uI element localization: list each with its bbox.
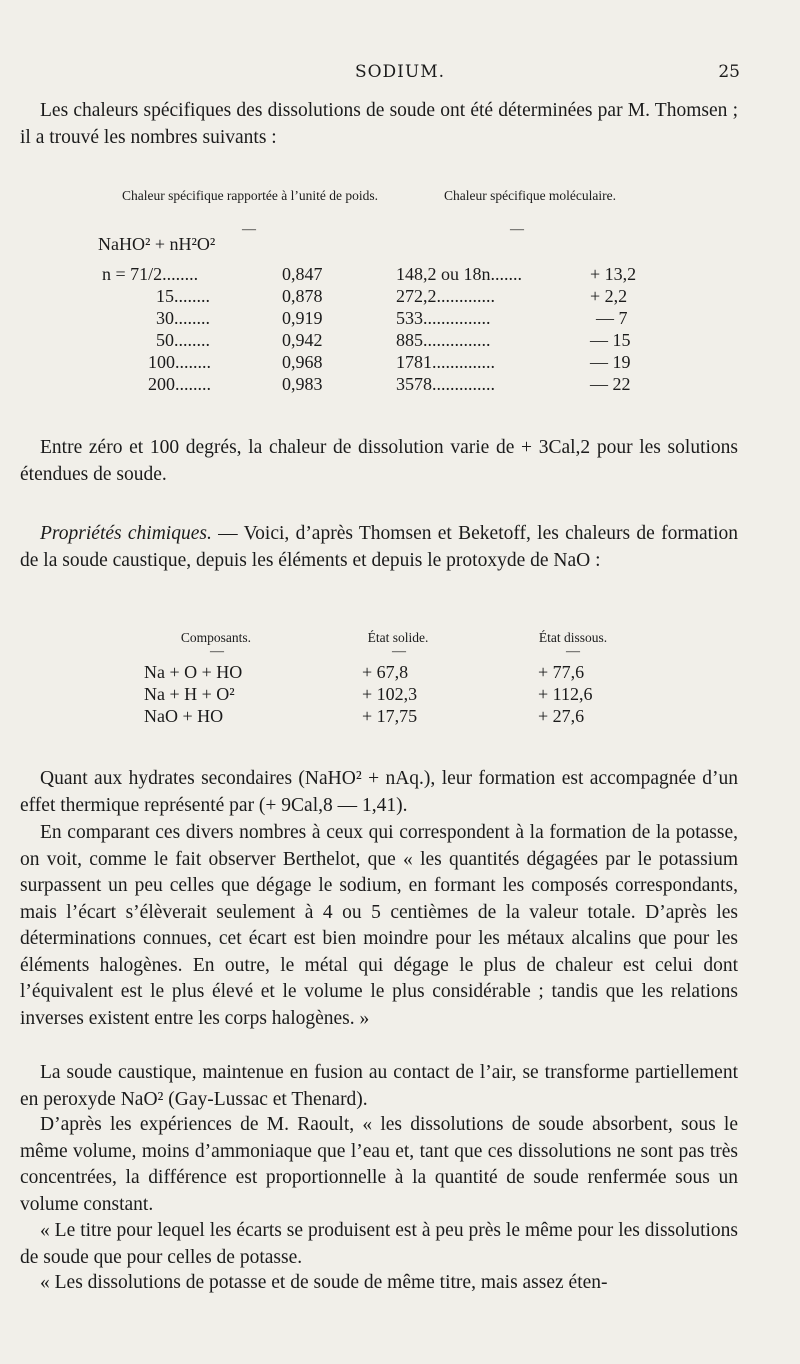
running-title: SODIUM.: [354, 62, 446, 82]
table-row: [20, 308, 760, 330]
table-row: [20, 374, 760, 396]
cell-molecular: 885...............: [396, 330, 491, 350]
cell-difference: — 15: [590, 330, 631, 350]
cell-dissolved: + 112,6: [538, 684, 593, 704]
cell-components: Na + H + O²: [144, 684, 235, 704]
cell-molecular: 3578..............: [396, 374, 495, 394]
cell-dissolved: + 27,6: [538, 706, 585, 726]
paragraph-chemical-properties: [20, 521, 738, 574]
table-row: [20, 352, 760, 374]
paragraph-titre: « Le titre pour lequel les écarts se produisent est à peu près le même pour les dissolutions de soude que pour celles de potasse.: [20, 1220, 738, 1268]
cell-n: n = 71/2........: [102, 264, 199, 284]
cell-specific: 0,983: [282, 374, 323, 394]
cell-difference: — 22: [590, 374, 631, 394]
column-header-unit-weight: Chaleur spécifique rapportée à l’unité de poids.: [121, 188, 379, 203]
cell-solid: + 67,8: [362, 662, 409, 682]
table-row: [130, 706, 690, 728]
table-row: [130, 662, 690, 684]
column-dash: —: [242, 222, 256, 237]
cell-difference: + 2,2: [590, 286, 628, 306]
column-dash: —: [510, 222, 524, 237]
cell-specific: 0,847: [282, 264, 323, 284]
specific-heat-table: [20, 188, 760, 398]
column-dash: —: [392, 644, 406, 659]
paragraph-secondary-hydrates: Quant aux hydrates secondaires (NaHO² + nAq.), leur formation est accompagnée d’un effet thermique représenté par (+ 9Cal,8 — 1,41).: [20, 768, 738, 816]
cell-components: Na + O + HO: [144, 662, 243, 682]
cell-molecular: 148,2 ou 18n.......: [396, 264, 522, 284]
cell-n: 15........: [156, 286, 210, 306]
cell-solid: + 102,3: [362, 684, 418, 704]
column-dash: —: [210, 644, 224, 659]
cell-molecular: 1781..............: [396, 352, 495, 372]
column-header-dissolved: État dissous.: [538, 630, 608, 645]
cell-dissolved: + 77,6: [538, 662, 585, 682]
paragraph-berthelot-quote: En comparant ces divers nombres à ceux qui correspondent à la formation de la potasse, on voit, comme le fait observer Berthelot, que « les quantités dégagées par le potassium surpassent un peu celles que dégage le sodium, en formant les composés correspondants, mais l’écart s’élèverait seulement à 4 ou 5 centièmes de la valeur totale. D’après les déterminations connues, cet écart est bien moindre pour les métaux alcalins que pour les éléments halogènes. En outre, le métal qui dégage le plus de chaleur est celui dont l’équivalent est le plus élevé et le volume le plus considérable ; tandis que les relations inverses existent entre les corps halogènes. »: [20, 822, 738, 1029]
cell-molecular: 272,2.............: [396, 286, 495, 306]
page-header: [0, 62, 800, 86]
cell-specific: 0,919: [282, 308, 323, 328]
table-row: [20, 264, 760, 286]
column-header-components: Composants.: [180, 630, 252, 645]
column-dash: —: [566, 644, 580, 659]
section-heading: Propriétés chimiques.: [40, 523, 212, 544]
formation-heat-table: [130, 620, 690, 740]
cell-n: 200........: [148, 374, 211, 394]
cell-specific: 0,968: [282, 352, 323, 372]
section-text: — Voici, d’après Thomsen et Beketoff, les chaleurs de formation de la soude caustique, depuis les éléments et depuis le protoxyde de NaO :: [20, 523, 738, 571]
cell-n: 30........: [156, 308, 210, 328]
cell-difference: — 19: [590, 352, 631, 372]
cell-n: 100........: [148, 352, 211, 372]
cell-difference: — 7: [596, 308, 628, 328]
paragraph-dissolution-heat: Entre zéro et 100 degrés, la chaleur de dissolution varie de + 3Cal,2 pour les solutions étendues de soude.: [20, 437, 738, 485]
paragraph-raoult: D’après les expériences de M. Raoult, « les dissolutions de soude absorbent, sous le même volume, moins d’ammoniaque que l’eau et, tant que ces dissolutions ne sont pas très concentrées, la différence est proportionnelle à la quantité de soude renfermée sous un volume constant.: [20, 1114, 738, 1215]
table-row: [130, 684, 690, 706]
paragraph-continuation: « Les dissolutions de potasse et de soude de même titre, mais assez éten-: [40, 1272, 608, 1293]
cell-difference: + 13,2: [590, 264, 637, 284]
column-header-molecular: Chaleur spécifique moléculaire.: [443, 188, 617, 203]
cell-components: NaO + HO: [144, 706, 224, 726]
formula-label: NaHO² + nH²O²: [98, 234, 216, 254]
cell-specific: 0,942: [282, 330, 323, 350]
paragraph-peroxide: La soude caustique, maintenue en fusion au contact de l’air, se transforme partiellement en peroxyde NaO² (Gay-Lussac et Thenard).: [20, 1062, 738, 1110]
table-row: [20, 286, 760, 308]
cell-specific: 0,878: [282, 286, 323, 306]
cell-solid: + 17,75: [362, 706, 418, 726]
paragraph-intro: Les chaleurs spécifiques des dissolutions de soude ont été déterminées par M. Thomsen ; il a trouvé les nombres suivants :: [20, 100, 738, 148]
cell-molecular: 533...............: [396, 308, 491, 328]
cell-n: 50........: [156, 330, 210, 350]
table-row: [20, 330, 760, 352]
page-number: 25: [718, 62, 740, 82]
column-header-solid: État solide.: [367, 630, 429, 645]
